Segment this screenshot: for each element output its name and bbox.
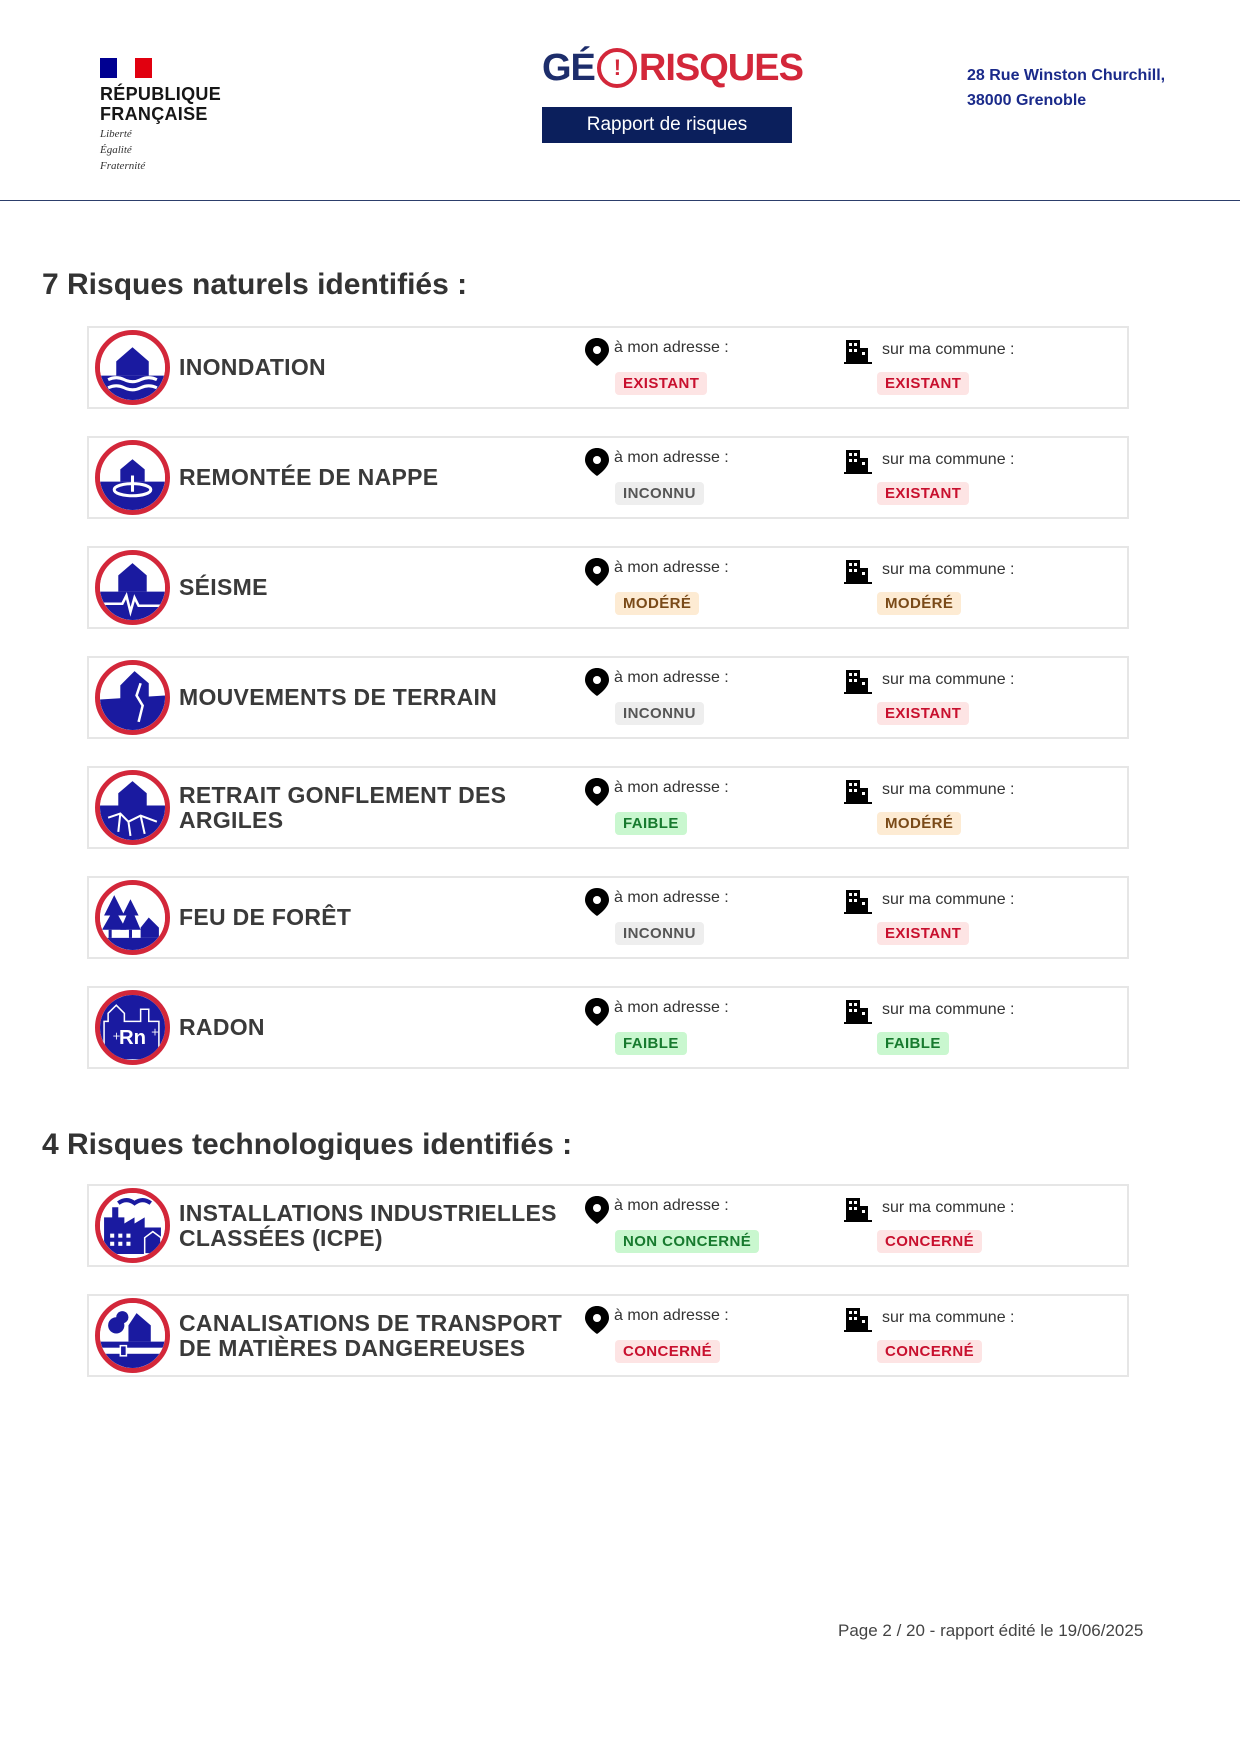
map-pin-icon bbox=[585, 448, 609, 476]
georisques-logo bbox=[542, 44, 803, 92]
commune-status-column bbox=[844, 340, 1104, 395]
risk-name-line2: ARGILES bbox=[179, 806, 284, 833]
address-status-column bbox=[585, 888, 815, 945]
risk-card-radon bbox=[87, 986, 1129, 1069]
address-status-badge: INCONNU bbox=[615, 702, 704, 725]
risk-name: SÉISME bbox=[179, 574, 268, 600]
factory-icon bbox=[95, 1188, 170, 1263]
commune-label: sur ma commune : bbox=[882, 451, 1015, 468]
risk-name-line1: RETRAIT GONFLEMENT DES bbox=[179, 781, 507, 808]
address-status-column bbox=[585, 338, 815, 395]
map-pin-icon bbox=[585, 1196, 609, 1224]
commune-label: sur ma commune : bbox=[882, 561, 1015, 578]
risk-name: INONDATION bbox=[179, 354, 326, 380]
risk-card-seisme bbox=[87, 546, 1129, 629]
map-pin-icon bbox=[585, 558, 609, 586]
address-status-column bbox=[585, 998, 815, 1055]
commune-status-column bbox=[844, 890, 1104, 945]
brand-right: RISQUES bbox=[638, 46, 803, 89]
commune-status-column bbox=[844, 780, 1104, 835]
commune-status-column bbox=[844, 560, 1104, 615]
building-icon bbox=[844, 1308, 874, 1332]
commune-label: sur ma commune : bbox=[882, 341, 1015, 358]
rf-motto-fraternite: Fraternité bbox=[100, 160, 146, 172]
risk-name: FEU DE FORÊT bbox=[179, 904, 352, 930]
address-label: à mon adresse : bbox=[614, 1307, 729, 1324]
radon-icon-text: Rn bbox=[118, 1026, 147, 1049]
address-status-column bbox=[585, 1196, 815, 1253]
risk-name bbox=[179, 1296, 599, 1375]
risk-name: MOUVEMENTS DE TERRAIN bbox=[179, 684, 498, 710]
address-block bbox=[967, 63, 1207, 113]
groundwater-icon bbox=[95, 440, 170, 515]
commune-label: sur ma commune : bbox=[882, 891, 1015, 908]
map-pin-icon bbox=[585, 1306, 609, 1334]
building-icon bbox=[844, 1000, 874, 1024]
tech-risks-title: 4 Risques technologiques identifiés : bbox=[42, 1128, 573, 1161]
address-status-badge: FAIBLE bbox=[615, 812, 687, 835]
france-map-warning-icon: ! bbox=[597, 48, 637, 88]
address-status-column bbox=[585, 1306, 815, 1363]
address-label: à mon adresse : bbox=[614, 889, 729, 906]
risk-name: REMONTÉE DE NAPPE bbox=[179, 464, 439, 490]
rf-motto-egalite: Égalité bbox=[100, 144, 132, 156]
address-status-column bbox=[585, 778, 815, 835]
commune-status-badge: EXISTANT bbox=[877, 702, 969, 725]
commune-label: sur ma commune : bbox=[882, 1199, 1015, 1216]
svg-text:+: + bbox=[112, 1031, 121, 1043]
address-label: à mon adresse : bbox=[614, 339, 729, 356]
forest-fire-icon bbox=[95, 880, 170, 955]
risk-card-feu-de-foret bbox=[87, 876, 1129, 959]
rf-name-line2: FRANÇAISE bbox=[100, 104, 208, 124]
radon-icon bbox=[95, 990, 170, 1065]
address-label: à mon adresse : bbox=[614, 449, 729, 466]
address-status-column bbox=[585, 558, 815, 615]
earthquake-icon bbox=[95, 550, 170, 625]
commune-label: sur ma commune : bbox=[882, 671, 1015, 688]
risk-name-line1: INSTALLATIONS INDUSTRIELLES bbox=[179, 1199, 557, 1226]
commune-status-badge: MODÉRÉ bbox=[877, 592, 961, 615]
address-status-badge: CONCERNÉ bbox=[615, 1340, 720, 1363]
landslide-icon bbox=[95, 660, 170, 735]
risk-card-mouvements-de-terrain bbox=[87, 656, 1129, 739]
risk-name bbox=[179, 1186, 599, 1265]
address-status-badge: MODÉRÉ bbox=[615, 592, 699, 615]
clay-icon bbox=[95, 770, 170, 845]
pipeline-icon bbox=[95, 1298, 170, 1373]
map-pin-icon bbox=[585, 998, 609, 1026]
commune-status-column bbox=[844, 1308, 1104, 1363]
rf-motto-liberte: Liberté bbox=[100, 128, 132, 140]
address-status-badge: INCONNU bbox=[615, 482, 704, 505]
address-status-badge: EXISTANT bbox=[615, 372, 707, 395]
report-type-badge: Rapport de risques bbox=[542, 107, 792, 143]
address-status-badge: NON CONCERNÉ bbox=[615, 1230, 759, 1253]
map-pin-icon bbox=[585, 888, 609, 916]
building-icon bbox=[844, 450, 874, 474]
commune-status-column bbox=[844, 1000, 1104, 1055]
address-status-badge: FAIBLE bbox=[615, 1032, 687, 1055]
building-icon bbox=[844, 670, 874, 694]
address-line1: 28 Rue Winston Churchill, bbox=[967, 67, 1166, 84]
building-icon bbox=[844, 890, 874, 914]
commune-status-badge: FAIBLE bbox=[877, 1032, 949, 1055]
french-flag-icon bbox=[100, 58, 152, 78]
risk-card-icpe bbox=[87, 1184, 1129, 1267]
commune-label: sur ma commune : bbox=[882, 781, 1015, 798]
commune-status-badge: EXISTANT bbox=[877, 922, 969, 945]
risk-name: RADON bbox=[179, 1014, 265, 1040]
svg-text:+: + bbox=[150, 1027, 160, 1039]
commune-status-badge: CONCERNÉ bbox=[877, 1340, 982, 1363]
commune-status-badge: EXISTANT bbox=[877, 482, 969, 505]
risk-card-canalisations bbox=[87, 1294, 1129, 1377]
building-icon bbox=[844, 1198, 874, 1222]
address-status-badge: INCONNU bbox=[615, 922, 704, 945]
risk-card-remontee-de-nappe bbox=[87, 436, 1129, 519]
flood-icon bbox=[95, 330, 170, 405]
map-pin-icon bbox=[585, 778, 609, 806]
commune-status-column bbox=[844, 450, 1104, 505]
building-icon bbox=[844, 340, 874, 364]
risk-name-line2: CLASSÉES (ICPE) bbox=[179, 1224, 383, 1251]
commune-status-column bbox=[844, 670, 1104, 725]
rf-name-line1: RÉPUBLIQUE bbox=[100, 84, 222, 104]
report-header bbox=[0, 0, 1240, 201]
commune-status-column bbox=[844, 1198, 1104, 1253]
risk-name bbox=[179, 768, 599, 847]
map-pin-icon bbox=[585, 338, 609, 366]
commune-label: sur ma commune : bbox=[882, 1001, 1015, 1018]
address-line2: 38000 Grenoble bbox=[967, 92, 1087, 109]
republique-francaise-logo bbox=[100, 58, 270, 172]
address-label: à mon adresse : bbox=[614, 999, 729, 1016]
page-footer: Page 2 / 20 - rapport édité le 19/06/2025 bbox=[838, 1621, 1144, 1640]
brand-left: GÉ bbox=[542, 46, 595, 89]
address-label: à mon adresse : bbox=[614, 559, 729, 576]
building-icon bbox=[844, 780, 874, 804]
risk-card-retrait-gonflement-argiles bbox=[87, 766, 1129, 849]
commune-status-badge: CONCERNÉ bbox=[877, 1230, 982, 1253]
address-status-column bbox=[585, 668, 815, 725]
commune-status-badge: EXISTANT bbox=[877, 372, 969, 395]
commune-label: sur ma commune : bbox=[882, 1309, 1015, 1326]
commune-status-badge: MODÉRÉ bbox=[877, 812, 961, 835]
address-label: à mon adresse : bbox=[614, 669, 729, 686]
risk-name-line2: DE MATIÈRES DANGEREUSES bbox=[179, 1334, 526, 1361]
building-icon bbox=[844, 560, 874, 584]
risk-name-line1: CANALISATIONS DE TRANSPORT bbox=[179, 1309, 563, 1336]
map-pin-icon bbox=[585, 668, 609, 696]
risk-card-inondation bbox=[87, 326, 1129, 409]
natural-risks-title: 7 Risques naturels identifiés : bbox=[42, 268, 468, 301]
address-label: à mon adresse : bbox=[614, 1197, 729, 1214]
address-label: à mon adresse : bbox=[614, 779, 729, 796]
address-status-column bbox=[585, 448, 815, 505]
